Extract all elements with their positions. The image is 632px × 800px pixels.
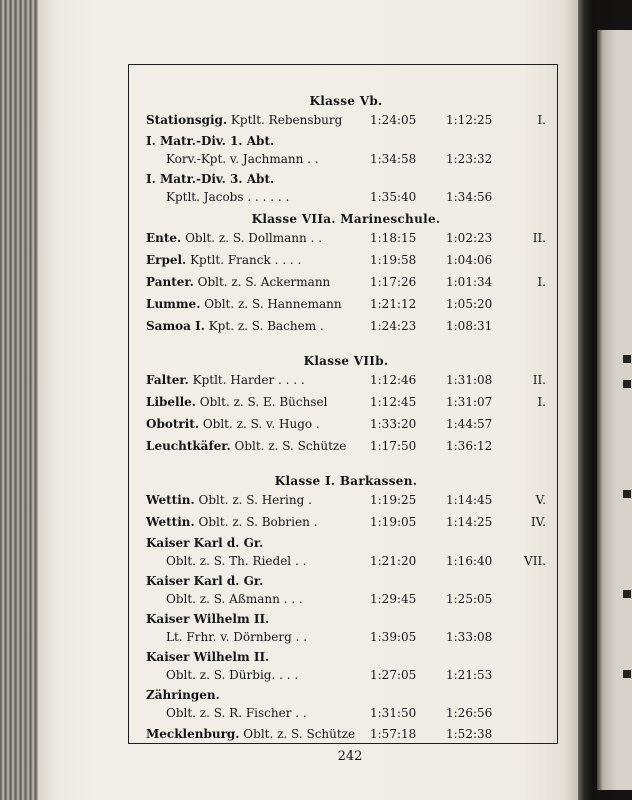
time-elapsed: 1:19:25 — [370, 493, 417, 507]
time-corrected: 1:16:40 — [446, 554, 493, 568]
time-corrected: 1:33:08 — [446, 630, 493, 644]
time-elapsed: 1:24:05 — [370, 113, 417, 127]
ghost-mark — [623, 490, 631, 498]
page-number: 242 — [337, 749, 363, 764]
time-elapsed: 1:33:20 — [370, 417, 417, 431]
time-elapsed: 1:29:45 — [370, 592, 417, 606]
time-elapsed: 1:12:46 — [370, 373, 417, 387]
time-corrected: 1:26:56 — [446, 706, 493, 720]
time-corrected: 1:23:32 — [446, 152, 493, 166]
result-row — [144, 686, 548, 724]
boat-name: Erpel. — [146, 253, 187, 267]
officer-name: Oblt. z. S. Hering . — [198, 493, 312, 507]
next-page-edge — [597, 30, 632, 790]
time-elapsed: 1:17:50 — [370, 439, 417, 453]
section-klasse-i-barkassen — [144, 472, 548, 746]
time-corrected: 1:31:07 — [446, 395, 493, 409]
section-heading: Klasse Vb. — [309, 94, 383, 108]
ghost-mark — [623, 355, 631, 363]
officer-name: Kptlt. Franck . . . . — [190, 253, 302, 267]
time-elapsed: 1:34:58 — [370, 152, 417, 166]
boat-name: I. Matr.-Div. 1. Abt. — [146, 134, 275, 148]
time-corrected: 1:02:23 — [446, 231, 493, 245]
section-heading: Klasse I. Barkassen. — [274, 474, 418, 488]
officer-name: Oblt. z. S. R. Fischer . . — [166, 706, 307, 720]
result-row — [144, 132, 548, 170]
result-row — [144, 370, 548, 392]
time-corrected: 1:44:57 — [446, 417, 493, 431]
boat-name: Kaiser Wilhelm II. — [146, 612, 270, 626]
time-elapsed: 1:12:45 — [370, 395, 417, 409]
placing: V. — [535, 493, 546, 507]
time-elapsed: 1:17:26 — [370, 275, 417, 289]
officer-name: Oblt. z. S. v. Hugo . — [202, 417, 320, 431]
officer-name: Lt. Frhr. v. Dörnberg . . — [166, 630, 308, 644]
officer-name: Korv.-Kpt. v. Jachmann . . — [166, 152, 319, 166]
time-elapsed: 1:21:20 — [370, 554, 417, 568]
result-row — [144, 610, 548, 648]
time-corrected: 1:08:31 — [446, 319, 493, 333]
ghost-mark — [623, 670, 631, 678]
time-corrected: 1:01:34 — [446, 275, 493, 289]
result-row — [144, 414, 548, 436]
time-corrected: 1:12:25 — [446, 113, 493, 127]
officer-name: Oblt. z. S. Th. Riedel . . — [166, 554, 307, 568]
time-elapsed: 1:39:05 — [370, 630, 417, 644]
result-row — [144, 228, 548, 250]
result-row — [144, 724, 548, 746]
section-heading: Klasse VIIb. — [303, 354, 389, 368]
time-corrected: 1:34:56 — [446, 190, 493, 204]
boat-name: Stationsgig. — [146, 113, 228, 127]
time-corrected: 1:04:06 — [446, 253, 493, 267]
section-klasse-viia — [144, 210, 548, 338]
time-corrected: 1:21:53 — [446, 668, 493, 682]
officer-name: Oblt. z. S. Schütze — [234, 439, 347, 453]
time-corrected: 1:05:20 — [446, 297, 493, 311]
placing: VII. — [524, 554, 546, 568]
result-row — [144, 572, 548, 610]
result-row — [144, 512, 548, 534]
boat-name: Lumme. — [146, 297, 201, 311]
results-table — [144, 92, 548, 746]
officer-name: Oblt. z. S. Dürbig. . . . — [166, 668, 299, 682]
time-corrected: 1:14:45 — [446, 493, 493, 507]
boat-name: Kaiser Karl d. Gr. — [146, 536, 264, 550]
result-row — [144, 392, 548, 414]
time-elapsed: 1:31:50 — [370, 706, 417, 720]
time-elapsed: 1:21:12 — [370, 297, 417, 311]
time-corrected: 1:36:12 — [446, 439, 493, 453]
section-klasse-viib — [144, 352, 548, 458]
time-elapsed: 1:19:58 — [370, 253, 417, 267]
result-row — [144, 648, 548, 686]
result-row — [144, 316, 548, 338]
section-heading: Klasse VIIa. Marineschule. — [251, 212, 441, 226]
result-row — [144, 490, 548, 512]
placing: IV. — [530, 515, 546, 529]
book-spine-edge — [0, 0, 40, 800]
officer-name: Oblt. z. S. Bobrien . — [198, 515, 318, 529]
boat-name: Zähringen. — [146, 688, 220, 702]
result-row — [144, 250, 548, 272]
result-row — [144, 534, 548, 572]
boat-name: Samoa I. — [146, 319, 205, 333]
time-elapsed: 1:35:40 — [370, 190, 417, 204]
placing: I. — [537, 275, 546, 289]
time-elapsed: 1:27:05 — [370, 668, 417, 682]
placing: I. — [537, 113, 546, 127]
boat-name: Falter. — [146, 373, 189, 387]
boat-name: I. Matr.-Div. 3. Abt. — [146, 172, 275, 186]
time-elapsed: 1:57:18 — [370, 727, 417, 741]
officer-name: Kptlt. Jacobs . . . . . . — [166, 190, 290, 204]
boat-name: Libelle. — [146, 395, 196, 409]
placing: I. — [537, 395, 546, 409]
officer-name: Kptlt. Harder . . . . — [192, 373, 305, 387]
time-corrected: 1:25:05 — [446, 592, 493, 606]
result-row — [144, 272, 548, 294]
officer-name: Oblt. z. S. Schütze — [243, 727, 356, 741]
officer-name: Kpt. z. S. Bachem . — [208, 319, 324, 333]
ghost-mark — [623, 590, 631, 598]
result-row — [144, 110, 548, 132]
officer-name: Oblt. z. S. Hannemann — [204, 297, 342, 311]
time-elapsed: 1:24:23 — [370, 319, 417, 333]
officer-name: Oblt. z. S. Ackermann — [197, 275, 331, 289]
officer-name: Oblt. z. S. Dollmann . . — [185, 231, 323, 245]
boat-name: Wettin. — [146, 493, 195, 507]
time-elapsed: 1:19:05 — [370, 515, 417, 529]
officer-name: Oblt. z. S. Aßmann . . . — [166, 592, 303, 606]
result-row — [144, 170, 548, 208]
boat-name: Wettin. — [146, 515, 195, 529]
time-elapsed: 1:18:15 — [370, 231, 417, 245]
officer-name: Oblt. z. S. E. Büchsel — [199, 395, 328, 409]
section-klasse-vb — [144, 92, 548, 208]
time-corrected: 1:52:38 — [446, 727, 493, 741]
officer-name: Kptlt. Rebensburg — [230, 113, 343, 127]
time-corrected: 1:14:25 — [446, 515, 493, 529]
ghost-mark — [623, 380, 631, 388]
boat-name: Panter. — [146, 275, 194, 289]
placing: II. — [532, 231, 546, 245]
boat-name: Leuchtkäfer. — [146, 439, 231, 453]
boat-name: Kaiser Karl d. Gr. — [146, 574, 264, 588]
result-row — [144, 436, 548, 458]
time-corrected: 1:31:08 — [446, 373, 493, 387]
result-row — [144, 294, 548, 316]
boat-name: Mecklenburg. — [146, 727, 240, 741]
boat-name: Obotrit. — [146, 417, 199, 431]
boat-name: Ente. — [146, 231, 182, 245]
placing: II. — [532, 373, 546, 387]
boat-name: Kaiser Wilhelm II. — [146, 650, 270, 664]
